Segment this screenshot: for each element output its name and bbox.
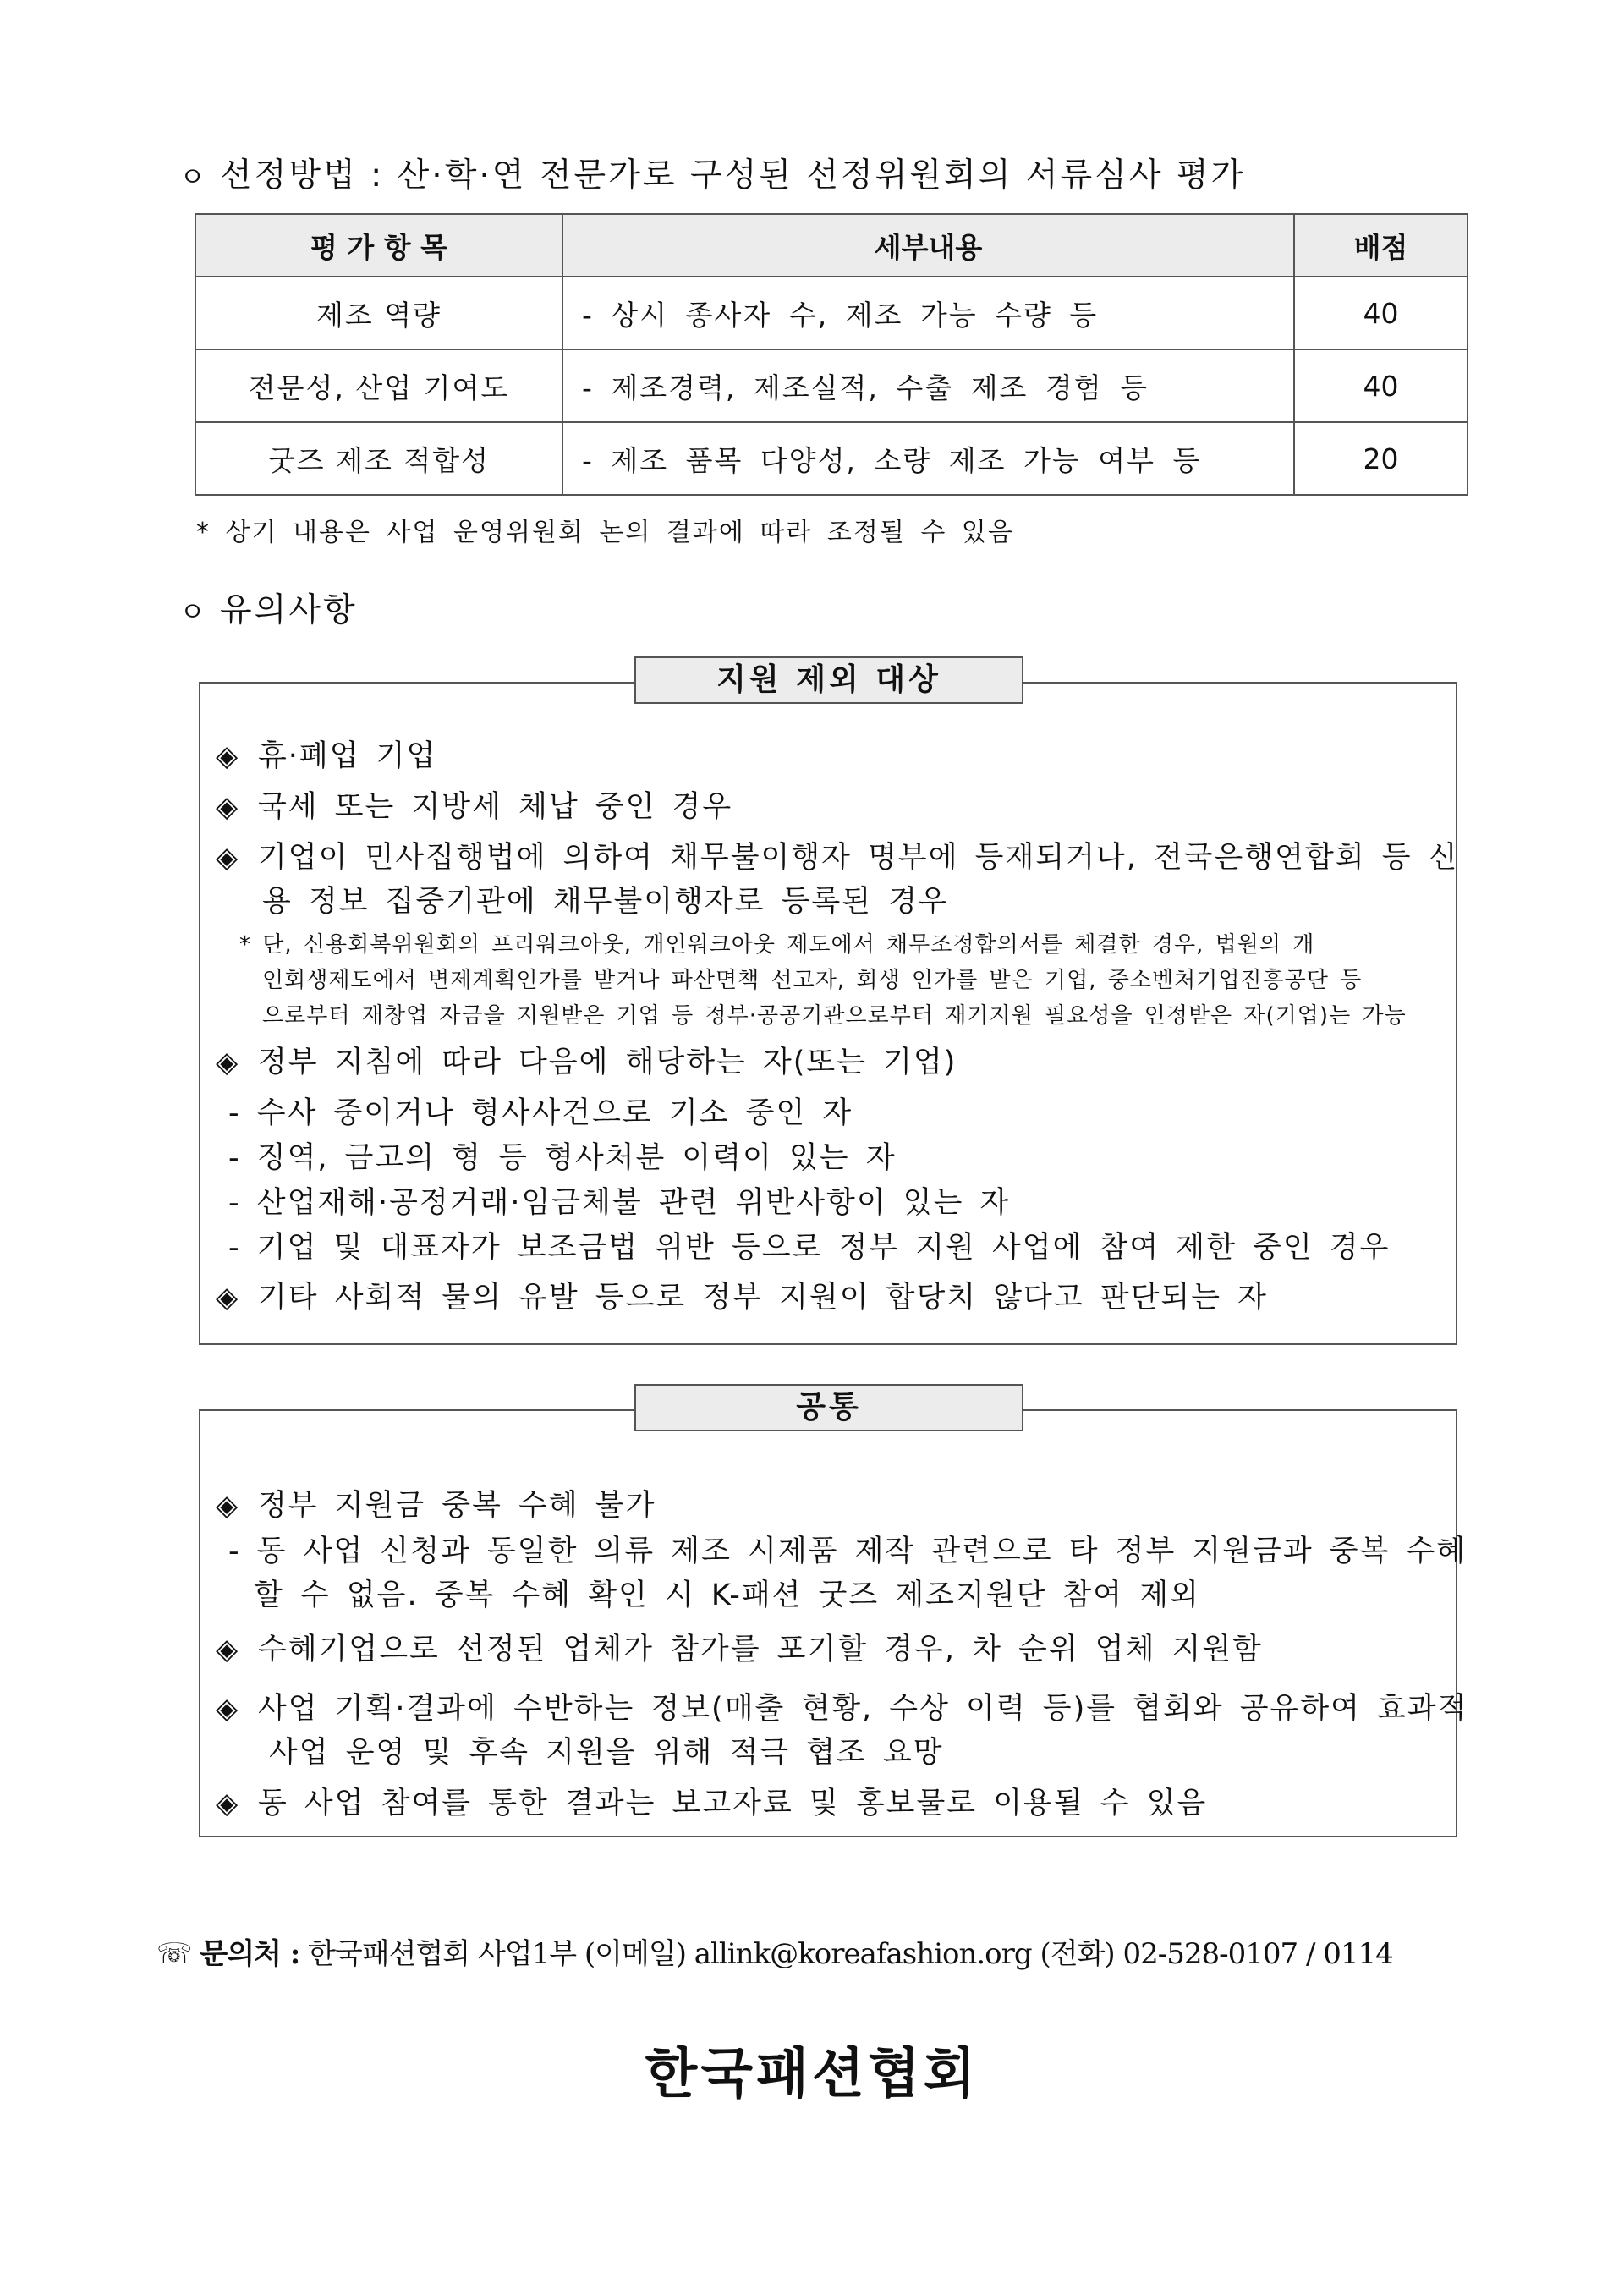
table-row [195, 277, 1468, 349]
diamond-bullet-icon: ◈ [216, 1489, 240, 1523]
exclusion-note-line: * 단, 신용회복위원회의 프리워크아웃, 개인워크아웃 제도에서 채무조정합의서를 체결한 경우, 법원의 개 [239, 932, 1315, 958]
row-item: 전문성, 산업 기여도 [195, 349, 562, 422]
table-row [195, 349, 1468, 422]
exclusion-sub-item: - 기업 및 대표자가 보조금법 위반 등으로 정부 지원 사업에 참여 제한 중인 경우 [228, 1231, 1391, 1265]
diamond-bullet-icon: ◈ [216, 790, 240, 824]
exclusion-item: ◈ 기업이 민사집행법에 의하여 채무불이행자 명부에 등재되거나, 전국은행연합회 등 신 [216, 841, 1459, 875]
common-sub-item-continued: 할 수 없음. 중복 수혜 확인 시 K-패션 굿즈 제조지원단 참여 제외 [254, 1578, 1200, 1612]
circle-bullet: ㅇ [179, 161, 208, 193]
row-detail: - 제조 품목 다양성, 소량 제조 가능 여부 등 [562, 422, 1294, 495]
header-score: 배점 [1294, 214, 1468, 277]
evaluation-table [195, 213, 1468, 496]
selection-method-line [179, 149, 1245, 196]
exclusion-item: ◈ 정부 지침에 따라 다음에 해당하는 자(또는 기업) [216, 1046, 957, 1079]
exclusion-note-line: 으로부터 재창업 자금을 지원받은 기업 등 정부·공공기관으로부터 재기지원 필요성을 인정받은 자(기업)는 가능 [262, 1003, 1407, 1029]
diamond-bullet-icon: ◈ [216, 1787, 240, 1820]
common-box [199, 1409, 1457, 1837]
exclusion-sub-item: - 수사 중이거나 형사사건으로 기소 중인 자 [228, 1096, 853, 1130]
common-item: ◈ 사업 기획·결과에 수반하는 정보(매출 현황, 수상 이력 등)를 협회와 공유하여 효과적 [216, 1692, 1468, 1726]
diamond-bullet-icon: ◈ [216, 1692, 240, 1726]
common-sub-item: - 동 사업 신청과 동일한 의류 제조 시제품 제작 관련으로 타 정부 지원금과 중복 수혜 [228, 1535, 1468, 1568]
common-item: ◈ 정부 지원금 중복 수혜 불가 [216, 1489, 656, 1523]
row-score: 40 [1294, 277, 1468, 349]
row-item: 굿즈 제조 적합성 [195, 422, 562, 495]
common-item: ◈ 동 사업 참여를 통한 결과는 보고자료 및 홍보물로 이용될 수 있음 [216, 1787, 1208, 1820]
header-detail: 세부내용 [562, 214, 1294, 277]
row-score: 40 [1294, 349, 1468, 422]
row-score: 20 [1294, 422, 1468, 495]
exclusion-sub-item: - 산업재해·공정거래·임금체불 관련 위반사항이 있는 자 [228, 1186, 1011, 1220]
contact-text: 한국패션협회 사업1부 (이메일) allink@koreafashion.org (전화) 02-528-0107 / 0114 [308, 1937, 1393, 1971]
common-item: ◈ 수혜기업으로 선정된 업체가 참가를 포기할 경우, 차 순위 업체 지원함 [216, 1633, 1263, 1666]
circle-bullet: ㅇ [179, 596, 208, 628]
exclusion-item: ◈ 국세 또는 지방세 체납 중인 경우 [216, 790, 733, 824]
exclusion-item: ◈ 휴·폐업 기업 [216, 739, 437, 773]
row-detail: - 상시 종사자 수, 제조 가능 수량 등 [562, 277, 1294, 349]
exclusion-item: ◈ 기타 사회적 물의 유발 등으로 정부 지원이 합당치 않다고 판단되는 자 [216, 1281, 1268, 1315]
header-item: 평 가 항 목 [195, 214, 562, 277]
diamond-bullet-icon: ◈ [216, 739, 240, 773]
notice-heading-text: 유의사항 [220, 591, 358, 629]
diamond-bullet-icon: ◈ [216, 1633, 240, 1666]
phone-icon: ☏ [156, 1937, 192, 1971]
contact-label: 문의처 : [200, 1937, 300, 1971]
row-detail: - 제조경력, 제조실적, 수출 제조 경험 등 [562, 349, 1294, 422]
contact-line [156, 1930, 1393, 1972]
table-footnote: * 상기 내용은 사업 운영위원회 논의 결과에 따라 조정될 수 있음 [196, 518, 1014, 547]
exclusion-sub-item: - 징역, 금고의 형 등 형사처분 이력이 있는 자 [228, 1141, 897, 1175]
row-item: 제조 역량 [195, 277, 562, 349]
selection-method-text: 선정방법 : 산·학·연 전문가로 구성된 선정위원회의 서류심사 평가 [220, 156, 1246, 195]
diamond-bullet-icon: ◈ [216, 1046, 240, 1079]
table-row [195, 422, 1468, 495]
organization-name: 한국패션협회 [645, 2042, 979, 2106]
exclusion-item-continued: 용 정보 집중기관에 채무불이행자로 등록된 경우 [262, 885, 949, 919]
common-item-continued: 사업 운영 및 후속 지원을 위해 적극 협조 요망 [269, 1736, 944, 1770]
notice-heading [179, 584, 358, 631]
common-box-title: 공통 [634, 1384, 1023, 1431]
exclusion-note-line: 인회생제도에서 변제계획인가를 받거나 파산면책 선고자, 회생 인가를 받은 기업, 중소벤처기업진흥공단 등 [262, 968, 1363, 993]
exclusion-box-title: 지원 제외 대상 [634, 656, 1023, 704]
diamond-bullet-icon: ◈ [216, 1281, 240, 1315]
diamond-bullet-icon: ◈ [216, 841, 240, 875]
table-header-row [195, 214, 1468, 277]
